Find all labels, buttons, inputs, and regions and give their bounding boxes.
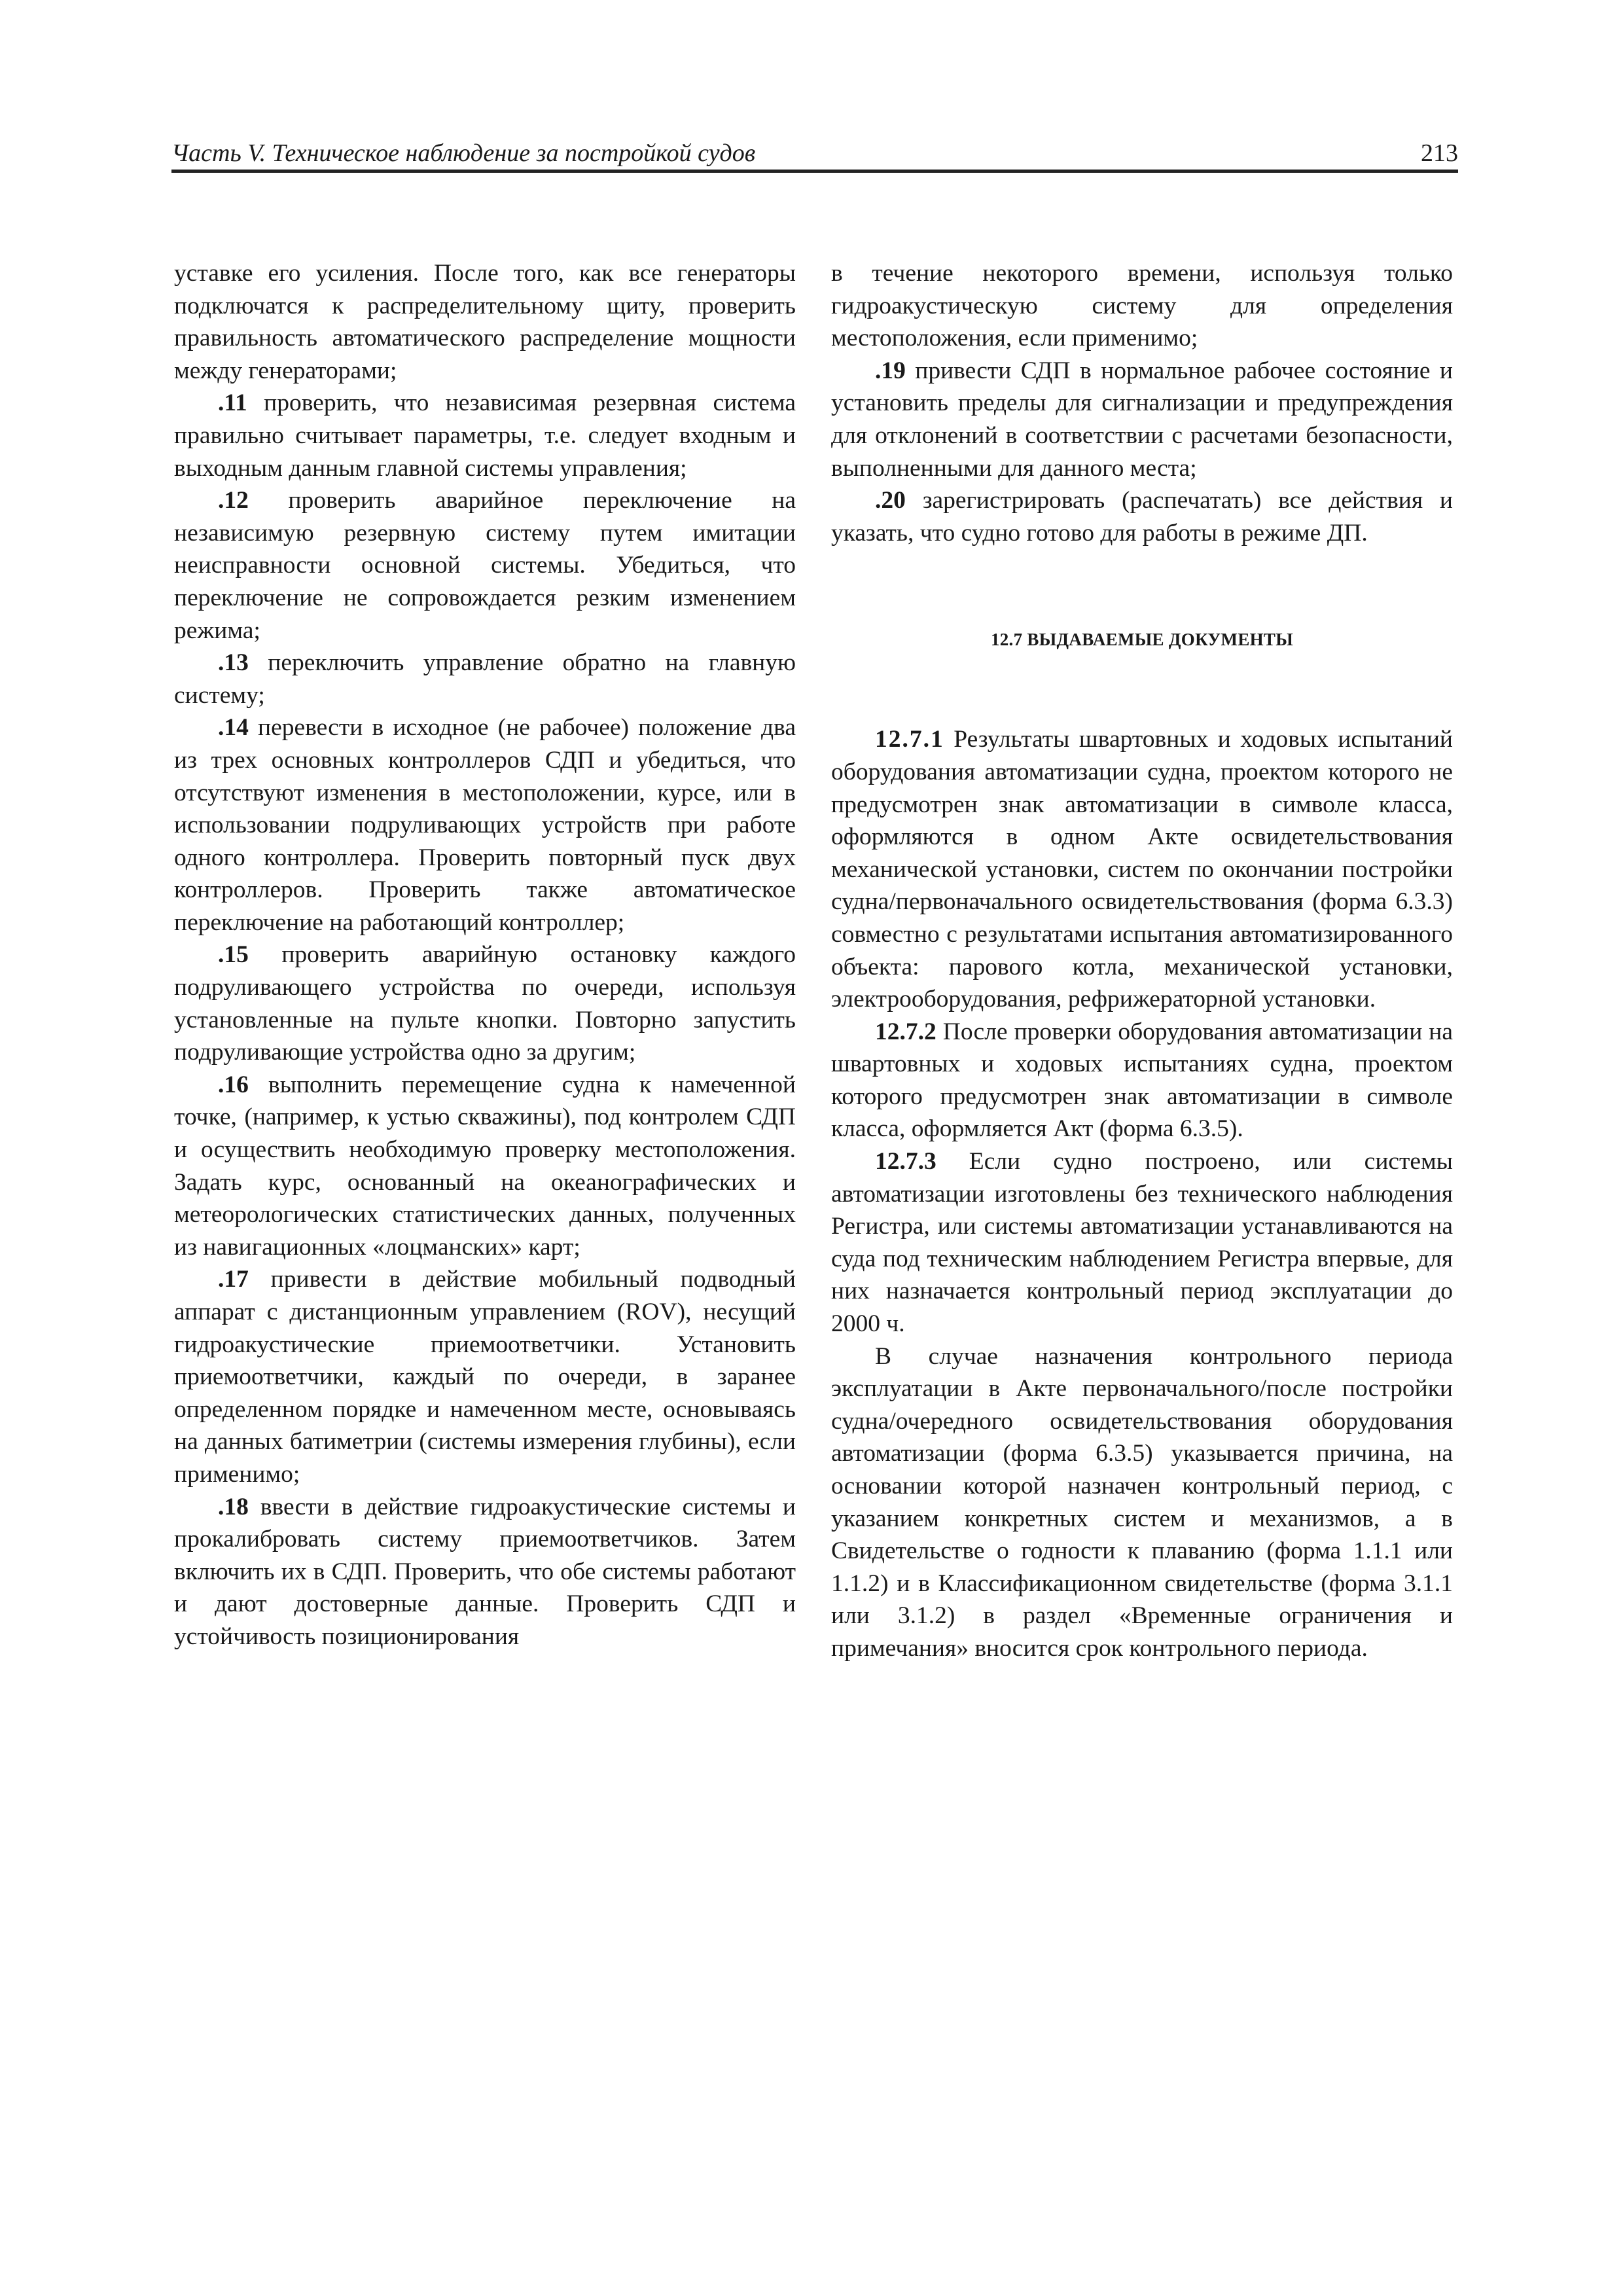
list-item-14: .14 перевести в исходное (не рабочее) положение два из трех основных контроллеров СДП и убедиться, что отсутствуют изменения в местоположении, курсе, или в использовании подруливающих устройств при работе одного контроллера. Проверить повторный пуск двух контроллеров. Проверить также автоматическое переключение на работающий контроллер;: [174, 714, 796, 936]
list-item-16: .16 выполнить перемещение судна к намеченной точке, (например, к устью скважины), под контролем СДП и осуществить необходимую проверку местоположения. Задать курс, основанный на океанографических и метеорологических статистических данных, полученных из навигационных «лоцманских» карт;: [174, 1071, 796, 1261]
list-item-18: .18 ввести в действие гидроакустические системы и прокалибровать систему приемоответчиков. Затем включить их в СДП. Проверить, что обе системы работают и дают достоверные данные. Проверить СДП и устойчивость позиционирования: [174, 1493, 796, 1650]
left-column: [174, 257, 796, 1653]
list-item-17: .17 привести в действие мобильный подводный аппарат с дистанционным управлением (ROV), несущий гидроакустические приемоответчики. Установить приемоответчики, каждый по очереди, в заранее определенном порядке и намеченном месте, основываясь на данных батиметрии (системы измерения глубины), если применимо;: [174, 1266, 796, 1488]
clause-12-7-3: 12.7.3 Если судно построено, или системы автоматизации изготовлены без технического наблюдения Регистра, или системы автоматизации устанавливаются на суда под техническим наблюдением Регистра впервые, для них назначается контрольный период эксплуатации до 2000 ч.: [831, 1148, 1453, 1338]
paragraph: В случае назначения контрольного периода эксплуатации в Акте первоначального/после постройки судна/очередного освидетельствования оборудования автоматизации (форма 6.3.5) указывается причина, на основании которой назначен контрольный период, с указанием конкретных систем и механизмов, а в Свидетельстве о годности к плаванию (форма 1.1.1 или 1.1.2) и в Классификационном свидетельстве (форма 3.1.1 или 3.1.2) в раздел «Временные ограничения и примечания» вносится срок контрольного периода.: [831, 1342, 1453, 1662]
list-item-11: .11 проверить, что независимая резервная система правильно считывает параметры, т.е. следует входным и выходным данным главной системы управления;: [174, 389, 796, 482]
list-item-19: .19 привести СДП в нормальное рабочее состояние и установить пределы для сигнализации и предупреждения для отклонений в соответствии с расчетами безопасности, выполненными для данного места;: [831, 357, 1453, 482]
list-item-20: .20 зарегистрировать (распечатать) все действия и указать, что судно готово для работы в режиме ДП.: [831, 487, 1453, 547]
header-rule: [171, 170, 1458, 173]
section-heading: 12.7 ВЫДАВАЕМЫЕ ДОКУМЕНТЫ: [990, 630, 1294, 650]
list-item-12: .12 проверить аварийное переключение на независимую резервную систему путем имитации неисправности основной системы. Убедиться, что переключение не сопровождается резким изменением режима;: [174, 487, 796, 644]
list-item-13: .13 переключить управление обратно на главную систему;: [174, 649, 796, 709]
clause-12-7-1: 12.7.1 Результаты швартовных и ходовых испытаний оборудования автоматизации судна, проектом которого не предусмотрен знак автоматизации в символе класса, оформляются в одном Акте освидетельствования механической установки, систем по окончании постройки судна/первоначального освидетельствования (форма 6.3.3) совместно с результатами испытания автоматизированного объекта: парового котла, механической установки, электрооборудования, рефрижераторной установки.: [831, 726, 1453, 1013]
paragraph: уставке его усиления. После того, как все генераторы подключатся к распределительному щиту, проверить правильность автоматического распределение мощности между генераторами;: [174, 260, 796, 384]
paragraph: в течение некоторого времени, используя только гидроакустическую систему для определения местоположения, если применимо;: [831, 260, 1453, 352]
clause-12-7-2: 12.7.2 После проверки оборудования автоматизации на швартовных и ходовых испытаниях судна, проектом которого предусмотрен знак автоматизации в символе класса, оформляется Акт (форма 6.3.5).: [831, 1018, 1453, 1143]
list-item-15: .15 проверить аварийную остановку каждого подруливающего устройства по очереди, используя установленные на пульте кнопки. Повторно запустить подруливающие устройства одно за другим;: [174, 941, 796, 1066]
header-title: Часть V. Техническое наблюдение за постройкой судов: [171, 139, 756, 167]
running-header: [171, 136, 1458, 173]
page-number: 213: [1421, 139, 1458, 167]
right-column: [831, 257, 1453, 1665]
